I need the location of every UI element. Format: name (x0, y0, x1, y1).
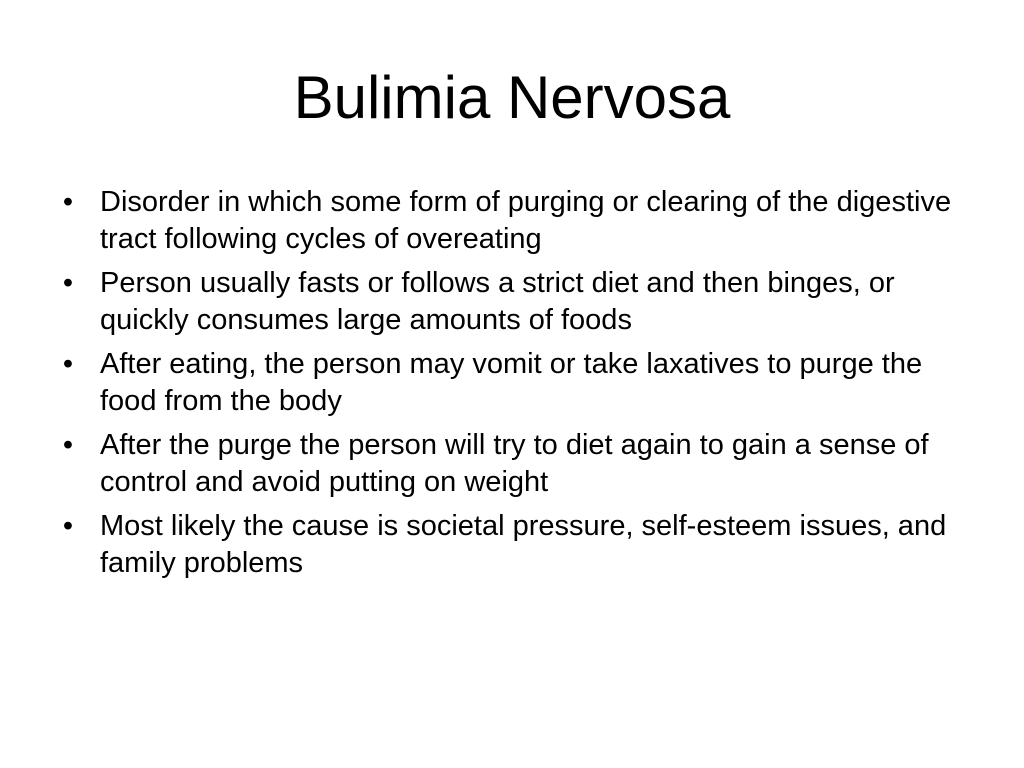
bullet-icon: • (62, 186, 74, 218)
bullet-list (58, 184, 978, 589)
bullet-text: Person usually fasts or follows a strict diet and then binges, or quickly consumes large amounts of foods (100, 267, 895, 336)
bullet-item (58, 427, 978, 501)
bullet-item (58, 265, 978, 339)
bullet-item (58, 508, 978, 582)
bullet-item (58, 346, 978, 420)
bullet-icon: • (62, 429, 74, 461)
bullet-icon: • (62, 348, 74, 380)
bullet-text: Disorder in which some form of purging or clearing of the digestive tract following cycles of overeating (100, 186, 952, 255)
bullet-text: After eating, the person may vomit or take laxatives to purge the food from the body (100, 348, 923, 417)
bullet-icon: • (62, 510, 74, 542)
bullet-icon: • (62, 267, 74, 299)
slide-title: Bulimia Nervosa (293, 64, 731, 131)
bullet-text: Most likely the cause is societal pressure, self-esteem issues, and family problems (100, 510, 947, 579)
bullet-text: After the purge the person will try to diet again to gain a sense of control and avoid putting on weight (100, 429, 929, 498)
bullet-item (58, 184, 978, 258)
